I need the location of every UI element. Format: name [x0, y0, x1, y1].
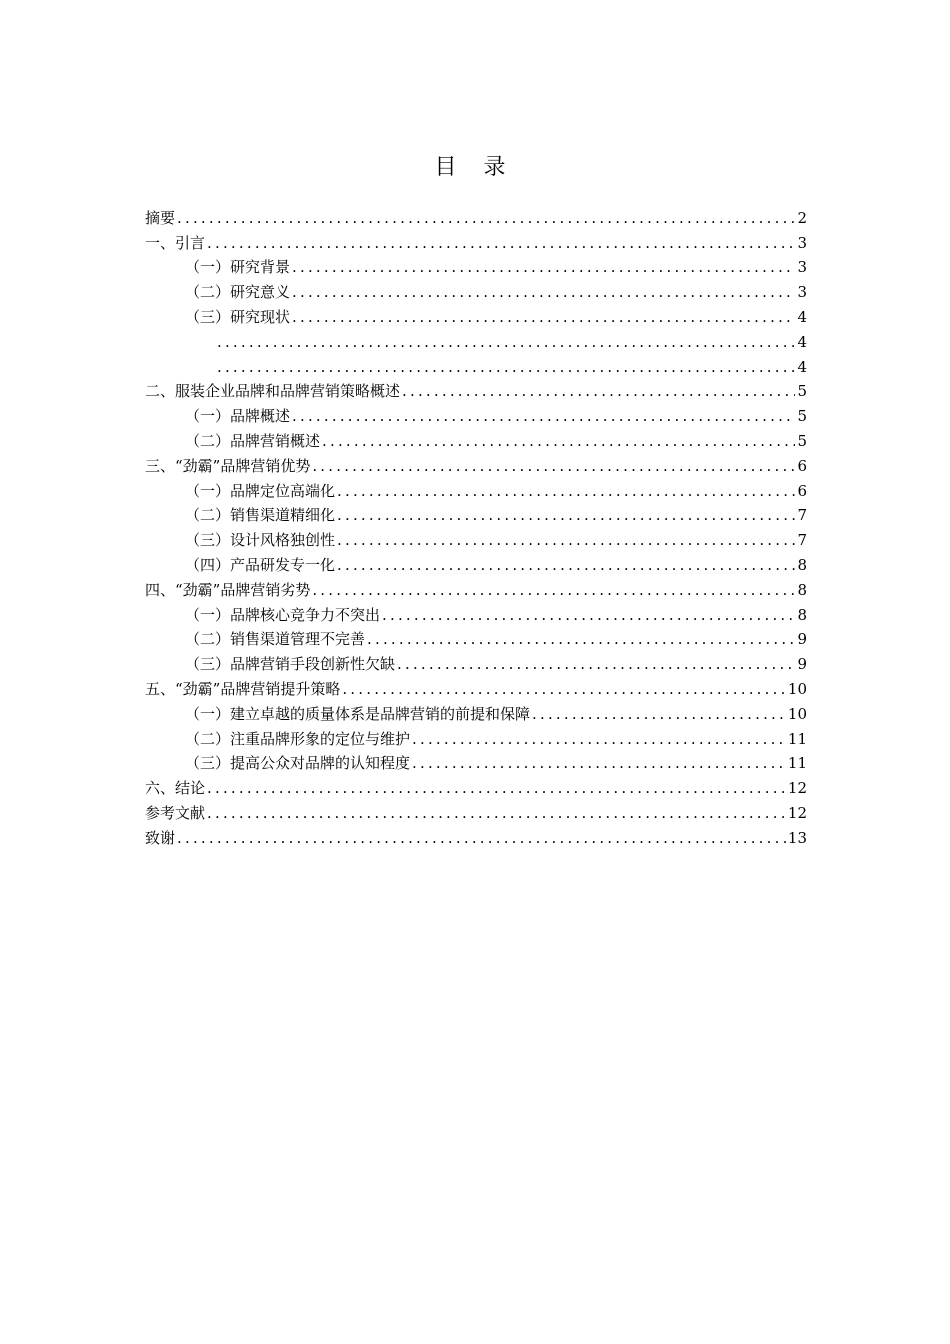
toc-entry[interactable] — [145, 277, 807, 302]
toc-leader-dots — [292, 406, 795, 426]
toc-entry-label: （三）品牌营销手段创新性欠缺 — [185, 655, 396, 674]
toc-leader-dots — [292, 257, 795, 277]
toc-entry-page: 11 — [787, 754, 807, 773]
toc-entry[interactable] — [145, 823, 807, 848]
toc-entry[interactable] — [145, 377, 807, 402]
toc-entry-label: （二）销售渠道精细化 — [185, 506, 336, 525]
toc-leader-dots — [532, 704, 786, 724]
toc-entry-page: 9 — [797, 630, 807, 649]
toc-entry-page: 8 — [797, 580, 807, 599]
toc-entry[interactable] — [145, 749, 807, 774]
toc-leader-dots — [342, 679, 786, 699]
toc-entry-page: 5 — [797, 407, 807, 426]
toc-leader-dots — [292, 282, 795, 302]
toc-entry[interactable] — [145, 649, 807, 674]
toc-entry-page: 8 — [797, 605, 807, 624]
toc-entry-page: 8 — [797, 555, 807, 574]
toc-leader-dots — [217, 357, 795, 377]
toc-entry[interactable] — [145, 501, 807, 526]
toc-leader-dots — [337, 505, 795, 525]
toc-entry-page: 4 — [797, 332, 807, 351]
toc-entry[interactable] — [145, 575, 807, 600]
toc-entry[interactable] — [145, 724, 807, 749]
toc-leader-dots — [337, 530, 795, 550]
toc-entry-label: （二）品牌营销概述 — [185, 431, 321, 450]
toc-entry-page: 3 — [797, 233, 807, 252]
toc-leader-dots — [397, 654, 795, 674]
toc-leader-dots — [337, 481, 795, 501]
toc-entry[interactable] — [145, 426, 807, 451]
toc-entry[interactable] — [145, 625, 807, 650]
toc-entry[interactable] — [145, 352, 807, 377]
toc-entry-label: （二）研究意义 — [185, 283, 291, 302]
toc-entry[interactable] — [145, 302, 807, 327]
toc-entry-label: 二、服装企业品牌和品牌营销策略概述 — [145, 382, 401, 401]
toc-leader-dots — [402, 381, 795, 401]
toc-leader-dots — [177, 828, 786, 848]
toc-leader-dots — [177, 208, 795, 228]
toc-entry-page: 12 — [787, 779, 807, 798]
toc-entry-label: 一、引言 — [145, 233, 206, 252]
toc-entry[interactable] — [145, 525, 807, 550]
toc-entry-label: （三）提高公众对品牌的认知程度 — [185, 754, 411, 773]
toc-entry-page: 10 — [787, 704, 807, 723]
toc-entry-page: 11 — [787, 729, 807, 748]
toc-entry-page: 12 — [787, 803, 807, 822]
toc-entry-label: （一）品牌概述 — [185, 407, 291, 426]
toc-entry-page: 3 — [797, 283, 807, 302]
toc-entry-page: 4 — [797, 357, 807, 376]
toc-entry-label: （三）设计风格独创性 — [185, 531, 336, 550]
toc-leader-dots — [217, 332, 795, 352]
toc-entry[interactable] — [145, 550, 807, 575]
toc-entry-label: 四、“劲霸”品牌营销劣势 — [145, 580, 311, 599]
toc-entry[interactable] — [145, 674, 807, 699]
toc-entry-page: 6 — [797, 456, 807, 475]
toc-leader-dots — [207, 233, 795, 253]
toc-title: 目 录 — [434, 155, 516, 180]
toc-leader-dots — [207, 803, 786, 823]
toc-entry-page: 7 — [797, 506, 807, 525]
toc-entry-page: 10 — [787, 679, 807, 698]
toc-leader-dots — [207, 778, 786, 798]
toc-entry-page: 3 — [797, 258, 807, 277]
toc-entry-page: 6 — [797, 481, 807, 500]
toc-entry-label: （一）品牌定位高端化 — [185, 481, 336, 500]
toc-entry[interactable] — [145, 600, 807, 625]
toc-entry[interactable] — [145, 773, 807, 798]
toc-entry-label: （三）研究现状 — [185, 307, 291, 326]
toc-leader-dots — [382, 605, 795, 625]
toc-entry-label: 致谢 — [145, 828, 176, 847]
toc-entry-label: （一）研究背景 — [185, 258, 291, 277]
toc-entry-page: 5 — [797, 382, 807, 401]
toc-entry[interactable] — [145, 699, 807, 724]
toc-entry-page: 7 — [797, 531, 807, 550]
toc-leader-dots — [367, 629, 795, 649]
toc-leader-dots — [412, 753, 786, 773]
toc-entry[interactable] — [145, 798, 807, 823]
toc-entry-page: 2 — [797, 208, 807, 227]
toc-leader-dots — [337, 555, 795, 575]
toc-leader-dots — [322, 431, 795, 451]
toc-leader-dots — [412, 729, 786, 749]
toc-entry-page: 9 — [797, 655, 807, 674]
toc-leader-dots — [312, 580, 795, 600]
toc-entry-label: （二）注重品牌形象的定位与维护 — [185, 729, 411, 748]
toc-entry-page: 5 — [797, 431, 807, 450]
toc-entry-label: 摘要 — [145, 208, 176, 227]
toc-entry-label: 五、“劲霸”品牌营销提升策略 — [145, 679, 341, 698]
toc-entry-label: （一）建立卓越的质量体系是品牌营销的前提和保障 — [185, 704, 531, 723]
toc-entry-label: 六、结论 — [145, 779, 206, 798]
toc-leader-dots — [312, 456, 795, 476]
toc-entry[interactable] — [145, 451, 807, 476]
toc-entry-label: 参考文献 — [145, 803, 206, 822]
toc-entry[interactable] — [145, 476, 807, 501]
toc-entry-label: （四）产品研发专一化 — [185, 555, 336, 574]
table-of-contents — [145, 203, 807, 848]
toc-entry-page: 4 — [797, 307, 807, 326]
toc-entry-page: 13 — [787, 828, 807, 847]
toc-entry[interactable] — [145, 253, 807, 278]
toc-entry[interactable] — [145, 228, 807, 253]
toc-leader-dots — [292, 307, 795, 327]
toc-entry-label: （一）品牌核心竞争力不突出 — [185, 605, 381, 624]
toc-entry-label: 三、“劲霸”品牌营销优势 — [145, 456, 311, 475]
toc-entry[interactable] — [145, 401, 807, 426]
toc-entry[interactable] — [145, 203, 807, 228]
toc-entry[interactable] — [145, 327, 807, 352]
toc-entry-label: （二）销售渠道管理不完善 — [185, 630, 366, 649]
